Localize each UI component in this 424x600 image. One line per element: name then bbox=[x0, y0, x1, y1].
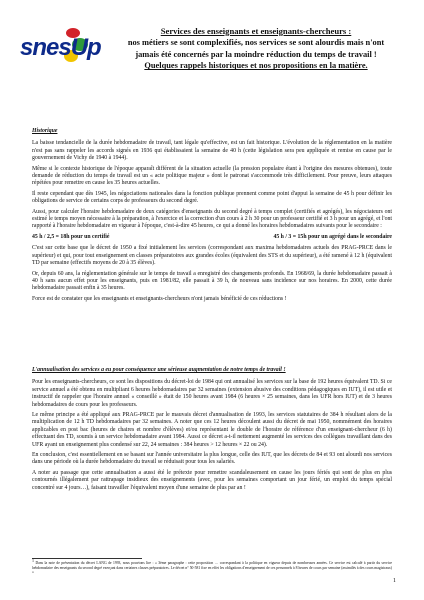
footnote-divider bbox=[32, 558, 142, 559]
paragraph: Il reste cependant que dès 1945, les négociations nationales dans la fonction publique prennent comme point d'appui la semaine de 45 h pour définir les obligations de service de certains corps de professeurs du second degré. bbox=[32, 190, 392, 205]
formula-agrege: 45 h / 3 = 15h pour un agrégé dans le secondaire bbox=[273, 233, 392, 240]
page-number: 1 bbox=[393, 578, 396, 584]
paragraph: En conclusion, c'est essentiellement en se basant sur l'année universitaire la plus longue, celle des IUT, que les décrets de 84 et 93 ont alourdi nos services dans une période où la durée hebdomadaire du travail se réduisait pour tous les salariés. bbox=[32, 452, 392, 466]
footnote bbox=[32, 558, 392, 575]
subtitle-line-1: nos métiers se sont complexifiés, nos services se sont alourdis mais n'ont bbox=[127, 37, 385, 47]
section-annualisation bbox=[32, 367, 392, 495]
section-title: Historique bbox=[32, 128, 58, 134]
subtitle-line-2: jamais été concernés par la moindre réduction du temps de travail ! bbox=[135, 49, 377, 59]
section-historique bbox=[32, 128, 392, 306]
paragraph: La baisse tendancielle de la durée hebdomadaire de travail, tant légale qu'effective, est un fait historique. L'évolution de la réglementation en la matière n'est pas sans rappeler les accords signés en 1936 qui établissaient la semaine de 40 h (cette législation sera peu appliquée et remise en cause par le gouvernement de Vichy de 1940 à 1944). bbox=[32, 140, 392, 162]
paragraph: Pour les enseignants-chercheurs, ce sont les dispositions du décret-loi de 1984 qui ont annualisé les services sur la base de 192 heures équivalent TD. Si ce service annuel a été obtenu en multipliant 6 heures hebdomadaires par 32 semaines (extension abusive des conditions pédagogiques en IUT), il est utile et instructif de rappeler que l'horaire annuel « conseillé » était de 150 heures avant 1984 (6 heures × 25 semaines, dans les UFR hors IUT) et de 3 heures hebdomadaires de cours pour les professeurs. bbox=[32, 379, 392, 408]
paragraph: C'est sur cette base que le décret de 1950 a fixé initialement les services (correspondant aux maxima hebdomadaires actuels des PRAG-PRCE dans le supérieur) et qui, pour tout enseignement en classes préparatoires aux grandes écoles (équivalent des STS et du supérieur), a été ramené à 12 h (équivalent TD par semaine (effectifs moyens de 20 à 35 élèves). bbox=[32, 245, 392, 267]
footnote-mark: 1 bbox=[32, 558, 34, 563]
paragraph: Force est de constater que les enseignants et enseignants-chercheurs n'ont jamais bénéficié de ces réductions ! bbox=[32, 295, 287, 302]
logo-text: snesUp bbox=[20, 34, 101, 61]
formula-certifie: 45 h / 2,5 = 18h pour un certifié bbox=[32, 233, 110, 240]
formula-line bbox=[32, 234, 392, 241]
paragraph: A noter au passage que cette annualisation a aussi été le prétexte pour remettre scandaleusement en cause les jours fériés qui sont de plus en plus contournés illégalement par rattrapage insidieux des enseignements (avec, pour les semaines comportant un jour férié, un emploi du temps spécial concentré sur 4 jours…), faisant travailler l'équivalent moyen d'une semaine de plus par an ! bbox=[32, 469, 392, 491]
snesup-logo bbox=[20, 28, 101, 70]
paragraph: Même si le contexte historique de l'époque apparaît différent de la situation actuelle (la pression populaire étant à l'origine des mesures obtenues), toute demande de réduction du temps de travail est un « acte politique majeur » dont le patronat s'accommode très difficilement. Pour preuve, leurs attaques répétées pour remettre en cause les 35 heures actuelles. bbox=[32, 165, 392, 187]
paragraph: Le même principe a été appliqué aux PRAG-PRCE par le mauvais décret d'annualisation de 1993, les services statutaires de 384 h résultant alors de la multiplication de 12 h TD hebdomadaires par 32 semaines. A noter que ces 12 heures découlent aussi du décret de mai 1950, nommément des horaires applicables en post bac (heures de chaires et nombre d'élèves) et/ou représentant le double de l'horaire de référence d'un enseignant-chercheur (6 h) effectuant des TD, soumis à un service hebdomadaire avant 1984. Aussi ce décret a-t-il nettement augmenté les services des collègues travaillant dans des UFR ayant un enseignement plus condensé sur 22, 24 semaines : 384 heures > 12 heures × 22 ou 24). bbox=[32, 412, 392, 448]
paragraph: Aussi, pour calculer l'horaire hebdomadaire de deux catégories d'enseignants du second degré à temps complet (certifiés et agrégés), les négociateurs ont estimé le temps moyen nécessaire à la préparation, à l'exercice et la correction d'un cours à 2 h 30 pour un professeur certifié et 3 h pour un agrégé, et l'ont rapporté à l'horaire hebdomadaire en vigueur à l'époque, c'est-à-dire 45 heures, ce qui a donné les horaires hebdomadaires suivants pour le secondaire : bbox=[32, 208, 392, 230]
document-question: Quelques rappels historiques et nos propositions en la matière. bbox=[144, 61, 368, 71]
section-title: L'annualisation des services a eu pour conséquence une sérieuse augmentation de notre temps de travail ! bbox=[32, 367, 286, 373]
footnote-text: Dans la note de présentation du décret LANG de 1993, nous pouvions lire : « 3ème paragraphe : cette proposition … correspondant à la politique en vigueur depuis de nombreuses années. Ce service est calculé à partir du service hebdomadaire des enseignants du second degré exerçant dans certaines classes préparatoires. Le décret n° 50-581 fixe en effet les obligations d'enseignement de ces personnels à 8 heures de cours par semaine (assimilés à des cours magistraux) » bbox=[32, 561, 392, 575]
paragraph: Or, depuis 60 ans, la réglementation générale sur le temps de travail a enregistré des changements profonds. En 1968/69, la durée hebdomadaire passait à 40 h sans aucun effet pour les enseignants, puis en 1981/82, elle passait à 39 h, de nouveau sans incidence sur nos horaires. En 2000, cette durée hebdomadaire passait enfin à 35 heures. bbox=[32, 270, 392, 292]
document-title: Services des enseignants et enseignants-chercheurs : bbox=[160, 26, 352, 36]
document-header bbox=[106, 27, 406, 71]
